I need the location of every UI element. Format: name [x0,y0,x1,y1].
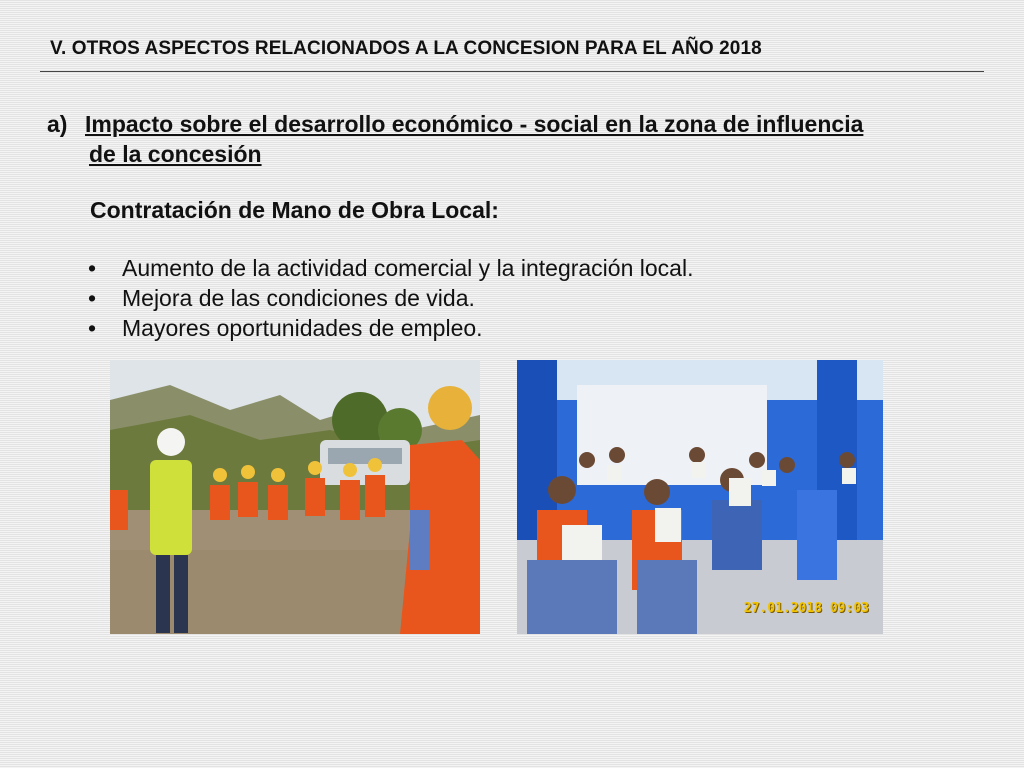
bullet-item [88,283,693,313]
subheading [47,109,967,169]
slide-title: V. OTROS ASPECTOS RELACIONADOS A LA CONCESION PARA EL AÑO 2018 [50,38,762,59]
bullet-item [88,253,693,283]
title-divider [40,71,984,72]
bullet-icon: • [88,315,97,341]
bullet-text: Mejora de las condiciones de vida. [122,285,475,311]
subheading-line-2: de la concesión [89,141,262,167]
subheading-line-1: Impacto sobre el desarrollo económico - social en la zona de influencia [85,111,864,137]
photo-outdoor-workers [110,360,480,634]
photo-timestamp: 27.01.2018 09:03 [743,601,869,616]
photo-indoor-meeting [517,360,883,634]
subheading-marker: a) [47,111,68,137]
outdoor-scene-illustration [110,360,480,634]
bullet-item [88,313,693,343]
section-label: Contratación de Mano de Obra Local: [90,197,499,223]
bullet-icon: • [88,255,97,281]
bullet-text: Mayores oportunidades de empleo. [122,315,483,341]
bullet-list [88,253,693,343]
bullet-icon: • [88,285,97,311]
bullet-text: Aumento de la actividad comercial y la integración local. [122,255,694,281]
indoor-scene-illustration [517,360,883,634]
